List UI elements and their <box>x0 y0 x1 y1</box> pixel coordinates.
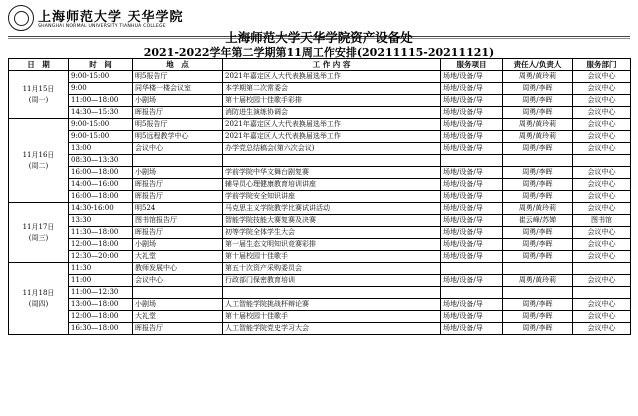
person-cell: 周勇/黄玲莉 <box>503 131 573 143</box>
dept-cell: 会议中心 <box>573 167 631 179</box>
time-cell: 9:00-15:00 <box>69 71 133 83</box>
person-cell: 周勇/李晖 <box>503 251 573 263</box>
content-cell <box>223 287 441 299</box>
time-cell: 11:00 <box>69 275 133 287</box>
header-time: 时 间 <box>69 59 133 71</box>
time-cell: 12:00—18:00 <box>69 239 133 251</box>
person-cell: 周勇/李晖 <box>503 179 573 191</box>
time-cell: 11:00—18:00 <box>69 95 133 107</box>
table-row <box>9 83 631 95</box>
page-title: 上海师范大学天华学院资产设备处 <box>225 30 413 45</box>
service-cell <box>441 155 503 167</box>
location-cell: 明524 <box>133 203 223 215</box>
schedule-body <box>9 71 631 335</box>
content-cell: 2021年嘉定区人大代表换届选举工作 <box>223 71 441 83</box>
date-cell <box>9 71 69 119</box>
table-row <box>9 263 631 275</box>
content-cell: 第十届校园十佳歌手 <box>223 251 441 263</box>
content-cell: 2021年嘉定区人大代表换届选举工作 <box>223 119 441 131</box>
location-cell: 小剧场 <box>133 239 223 251</box>
content-cell: 人工智能学院挑战杯辩论赛 <box>223 299 441 311</box>
time-cell: 14:30-16:00 <box>69 203 133 215</box>
service-cell: 场地/设备/导 <box>441 275 503 287</box>
person-cell: 周勇/黄玲莉 <box>503 71 573 83</box>
person-cell: 周勇/黄玲莉 <box>503 275 573 287</box>
person-cell: 周勇/李晖 <box>503 167 573 179</box>
time-cell: 13:30 <box>69 215 133 227</box>
location-cell: 明5远程教学中心 <box>133 131 223 143</box>
table-row <box>9 311 631 323</box>
location-cell: 大礼堂 <box>133 311 223 323</box>
table-row <box>9 239 631 251</box>
dept-cell <box>573 263 631 275</box>
dept-cell: 会议中心 <box>573 143 631 155</box>
time-cell: 13:00—18:00 <box>69 299 133 311</box>
content-cell: 人工智能学院党史学习大会 <box>223 323 441 335</box>
person-cell: 周勇/李晖 <box>503 143 573 155</box>
content-cell: 第五十次资产采购委员会 <box>223 263 441 275</box>
location-cell <box>133 155 223 167</box>
dept-cell <box>573 287 631 299</box>
dept-cell: 会议中心 <box>573 323 631 335</box>
header-content: 工 作 内 容 <box>223 59 441 71</box>
time-cell: 13:00 <box>69 143 133 155</box>
location-cell: 小剧场 <box>133 167 223 179</box>
dept-cell: 会议中心 <box>573 83 631 95</box>
content-cell: 初等学院全体学生大会 <box>223 227 441 239</box>
time-cell: 16:30—18:00 <box>69 323 133 335</box>
location-cell: 晖报告厅 <box>133 227 223 239</box>
table-row <box>9 287 631 299</box>
service-cell: 场地/设备/导 <box>441 167 503 179</box>
date-label: 11月18日 <box>22 288 55 297</box>
header-person: 责任人/负责人 <box>503 59 573 71</box>
location-cell: 小剧场 <box>133 95 223 107</box>
location-cell <box>133 287 223 299</box>
table-row <box>9 167 631 179</box>
dept-cell: 会议中心 <box>573 179 631 191</box>
location-cell: 晖报告厅 <box>133 191 223 203</box>
time-cell: 12:30—20:00 <box>69 251 133 263</box>
service-cell: 场地/设备/导 <box>441 299 503 311</box>
person-cell <box>503 287 573 299</box>
table-row <box>9 227 631 239</box>
table-row <box>9 299 631 311</box>
table-row <box>9 107 631 119</box>
dept-cell: 会议中心 <box>573 275 631 287</box>
service-cell: 场地/设备/导 <box>441 239 503 251</box>
table-header-row <box>9 59 631 71</box>
person-cell: 周勇/李晖 <box>503 323 573 335</box>
location-cell: 晖报告厅 <box>133 323 223 335</box>
date-label: 11月15日 <box>22 84 55 93</box>
service-cell: 场地/设备/导 <box>441 179 503 191</box>
service-cell: 场地/设备/导 <box>441 119 503 131</box>
service-cell: 场地/设备/导 <box>441 227 503 239</box>
person-cell: 周勇/李晖 <box>503 191 573 203</box>
content-cell: 马克思主义学院教学比赛试讲活动 <box>223 203 441 215</box>
weekday-label: (周一) <box>28 95 49 104</box>
header-location: 地 点 <box>133 59 223 71</box>
location-cell: 教师发展中心 <box>133 263 223 275</box>
table-row <box>9 203 631 215</box>
location-cell: 晖报告厅 <box>133 107 223 119</box>
time-cell: 11:30 <box>69 263 133 275</box>
person-cell: 周勇/李晖 <box>503 299 573 311</box>
dept-cell: 会议中心 <box>573 191 631 203</box>
table-row <box>9 275 631 287</box>
person-cell: 周勇/李晖 <box>503 83 573 95</box>
content-cell: 行政部门保密教育培训 <box>223 275 441 287</box>
service-cell <box>441 287 503 299</box>
date-label: 11月17日 <box>22 222 55 231</box>
table-row <box>9 215 631 227</box>
location-cell: 明5报告厅 <box>133 119 223 131</box>
dept-cell: 会议中心 <box>573 95 631 107</box>
person-cell: 崔云峰/苏婵 <box>503 215 573 227</box>
header-dept: 服务部门 <box>573 59 631 71</box>
content-cell: 智能学院技能大赛复赛及决赛 <box>223 215 441 227</box>
dept-cell: 会议中心 <box>573 107 631 119</box>
person-cell: 周勇/李晖 <box>503 227 573 239</box>
content-cell: 第十届校园十佳歌手 <box>223 311 441 323</box>
date-cell <box>9 203 69 263</box>
time-cell: 14:30—15:30 <box>69 107 133 119</box>
person-cell <box>503 155 573 167</box>
time-cell: 14:00—16:00 <box>69 179 133 191</box>
location-cell: 晖报告厅 <box>133 179 223 191</box>
dept-cell: 会议中心 <box>573 119 631 131</box>
content-cell <box>223 155 441 167</box>
service-cell: 场地/设备/导 <box>441 251 503 263</box>
schedule-table <box>8 58 631 335</box>
table-row <box>9 143 631 155</box>
content-cell: 第十届校园十佳歌手彩排 <box>223 95 441 107</box>
service-cell: 场地/设备/导 <box>441 107 503 119</box>
service-cell: 场地/设备/导 <box>441 95 503 107</box>
weekday-label: (周二) <box>28 161 49 170</box>
header-date: 日 期 <box>9 59 69 71</box>
content-cell: 学前学院中华文舞台剧复赛 <box>223 167 441 179</box>
service-cell: 场地/设备/导 <box>441 323 503 335</box>
date-cell <box>9 263 69 335</box>
dept-cell: 会议中心 <box>573 227 631 239</box>
content-cell: 2021年嘉定区人大代表换届选举工作 <box>223 131 441 143</box>
location-cell: 明5报告厅 <box>133 71 223 83</box>
weekday-label: (周三) <box>28 233 49 242</box>
service-cell <box>441 263 503 275</box>
date-label: 11月16日 <box>22 150 55 159</box>
location-cell: 大礼堂 <box>133 251 223 263</box>
time-cell: 16:00—18:00 <box>69 191 133 203</box>
date-cell <box>9 119 69 203</box>
time-cell: 9:00-15:00 <box>69 119 133 131</box>
location-cell: 会议中心 <box>133 143 223 155</box>
table-row <box>9 191 631 203</box>
service-cell: 场地/设备/导 <box>441 71 503 83</box>
person-cell: 周勇/李晖 <box>503 311 573 323</box>
weekday-label: (周四) <box>28 299 49 308</box>
location-cell: 会议中心 <box>133 275 223 287</box>
content-cell: 本学期第二次常委会 <box>223 83 441 95</box>
table-row <box>9 323 631 335</box>
person-cell: 周勇/李晖 <box>503 239 573 251</box>
dept-cell <box>573 155 631 167</box>
service-cell: 场地/设备/导 <box>441 215 503 227</box>
time-cell: 9:00-15:00 <box>69 131 133 143</box>
content-cell: 第一届生态文明知识竞赛彩排 <box>223 239 441 251</box>
dept-cell: 图书馆 <box>573 215 631 227</box>
dept-cell: 会议中心 <box>573 311 631 323</box>
content-cell: 办学党总结稿会(第六次会议) <box>223 143 441 155</box>
dept-cell: 会议中心 <box>573 71 631 83</box>
page-subtitle: 2021-2022学年第二学期第11周工作安排(20211115-20211121) <box>143 46 495 59</box>
service-cell: 场地/设备/导 <box>441 191 503 203</box>
logo-english-name: SHANGHAI NORMAL UNIVERSITY TIANHUA COLLEGE <box>38 24 166 29</box>
time-cell: 11:30—18:00 <box>69 227 133 239</box>
dept-cell: 会议中心 <box>573 299 631 311</box>
content-cell: 辅导员心理健康教育培训讲座 <box>223 179 441 191</box>
location-cell: 小剧场 <box>133 299 223 311</box>
dept-cell: 会议中心 <box>573 239 631 251</box>
service-cell: 场地/设备/导 <box>441 83 503 95</box>
location-cell: 图书馆报告厅 <box>133 215 223 227</box>
time-cell: 12:00—18:00 <box>69 311 133 323</box>
time-cell: 11:00—12:30 <box>69 287 133 299</box>
table-row <box>9 251 631 263</box>
person-cell: 周勇/李晖 <box>503 107 573 119</box>
service-cell: 场地/设备/导 <box>441 143 503 155</box>
table-row <box>9 155 631 167</box>
service-cell: 场地/设备/导 <box>441 131 503 143</box>
content-cell: 消防进生演练协调会 <box>223 107 441 119</box>
header-service: 服务项目 <box>441 59 503 71</box>
person-cell: 周勇/黄玲莉 <box>503 203 573 215</box>
dept-cell: 会议中心 <box>573 203 631 215</box>
dept-cell: 会议中心 <box>573 131 631 143</box>
dept-cell: 会议中心 <box>573 251 631 263</box>
time-cell: 9:00 <box>69 83 133 95</box>
content-cell: 学前学院安全知识讲座 <box>223 191 441 203</box>
table-row <box>9 95 631 107</box>
table-row <box>9 71 631 83</box>
table-row <box>9 119 631 131</box>
table-row <box>9 179 631 191</box>
logo-chinese-name: 上海师范大学 天华学院 <box>38 10 184 25</box>
time-cell: 16:00—18:00 <box>69 167 133 179</box>
person-cell: 周勇/黄玲莉 <box>503 119 573 131</box>
table-row <box>9 131 631 143</box>
service-cell: 场地/设备/导 <box>441 203 503 215</box>
location-cell: 同华楼一楼会议室 <box>133 83 223 95</box>
person-cell: 周勇/李晖 <box>503 95 573 107</box>
time-cell: 08:30—13:30 <box>69 155 133 167</box>
person-cell <box>503 263 573 275</box>
service-cell: 场地/设备/导 <box>441 311 503 323</box>
